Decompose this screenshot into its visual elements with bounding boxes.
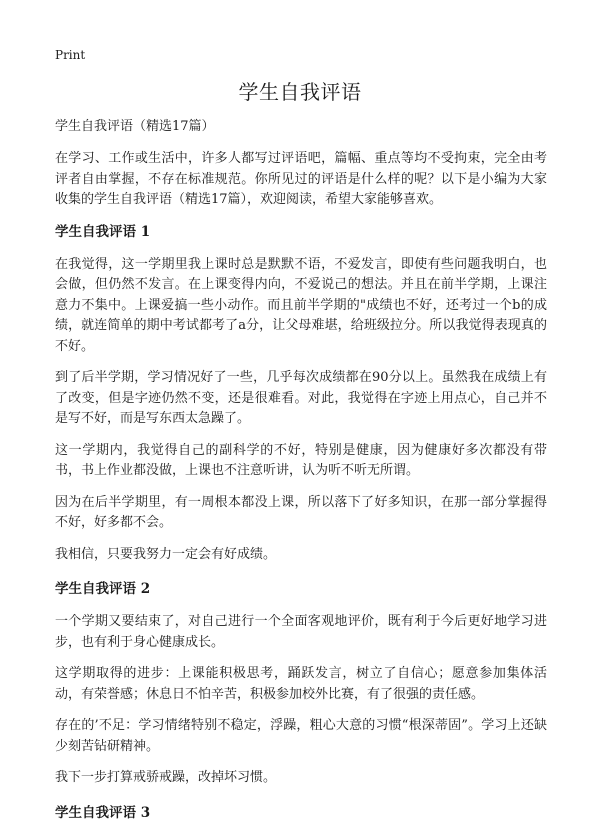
section-heading: 学生自我评语 3 [55,804,151,821]
page-title: 学生自我评语 [238,80,362,104]
section-paragraph: 我下一步打算戒骄戒躁，改掉坏习惯。 [55,770,277,785]
section-paragraph: 存在的’不足：学习情绪特别不稳定，浮躁，粗心大意的习惯“根深蒂固”。学习上还缺少刻苦钻研精神。 [55,718,547,754]
section-paragraph: 我相信，只要我努力一定会有好成绩。 [55,546,277,562]
article-subtitle: 学生自我评语（精选17篇） [55,119,215,134]
section-paragraph: 一个学期又要结束了，对自己进行一个全面客观地评价，既有利于今后更好地学习进步，也有利于身心健康成长。 [55,614,547,650]
section-heading: 学生自我评语 1 [55,223,151,240]
print-link[interactable]: Print [55,48,86,62]
article-body [55,118,547,836]
section-paragraph: 这学期取得的进步：上课能积极思考，踊跃发言，树立了自信心；愿意参加集体活动，有荣誉感；休息日不怕辛苦，积极参加校外比赛，有了很强的责任感。 [55,666,547,702]
section-paragraph: 这一学期内，我觉得自己的副科学的不好，特别是健康，因为健康好多次都没有带书，书上作业都没做，上课也不注意听讲，认为听不听无所谓。 [55,442,547,478]
section-heading: 学生自我评语 2 [55,581,151,597]
section-paragraph: 因为在后半学期里，有一周根本都没上课，所以落下了好多知识，在那一部分掌握得不好，好多都不会。 [55,494,547,530]
intro-paragraph: 在学习、工作或生活中，许多人都写过评语吧，篇幅、重点等均不受拘束，完全由考评者自由掌握，不存在标准规范。你所见过的评语是什么样的呢？以下是小编为大家收集的学生自我评语（精选17篇），欢迎阅读，希望大家能够喜欢。 [55,151,547,207]
section-paragraph: 到了后半学期，学习情况好了一些，几乎每次成绩都在90分以上。虽然我在成绩上有了改变，但是字迹仍然不变，还是很难看。对此，我觉得在字迹上用点心，自己并不是写不好，而是写东西太急躁了。 [55,370,547,426]
section-paragraph: 在我觉得，这一学期里我上课时总是默默不语，不爱发言，即使有些问题我明白，也会做，但仍然不发言。在上课变得内向，不爱说己的想法。并且在前半学期，上课注意力不集中。上课爱搞一些小动作。而且前半学期的"成绩也不好，还考过一个b的成绩，就连简单的期中考试都考了a分，让父母难堪，给班级拉分。所以我觉得表现真的不好。 [55,256,547,354]
